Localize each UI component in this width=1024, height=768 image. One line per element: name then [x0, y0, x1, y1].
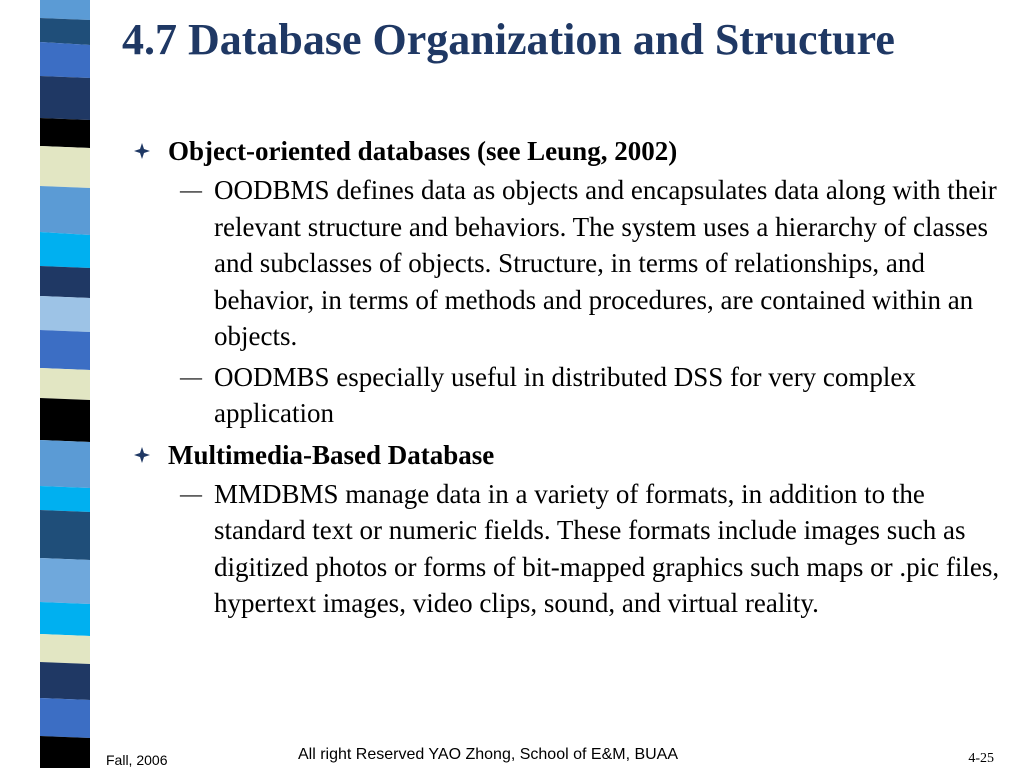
bullet-heading: Multimedia-Based Database — [168, 439, 495, 470]
slide-title: 4.7 Database Organization and Structure — [122, 15, 895, 64]
bullet-heading: Object-oriented databases (see Leung, 2002) — [168, 136, 678, 166]
footer-page-number: 4-25 — [968, 751, 994, 766]
slide-content — [130, 134, 1010, 626]
stripe-pattern-graphic — [0, 0, 110, 768]
sub-item-text: OODBMS defines data as objects and encapsulates data along with their relevant structure and behaviors. The system uses a hierarchy of classes and subclasses of objects. Structure, in terms of relationships, and behavior, in terms of methods and procedures, are contained within an objects. — [214, 175, 997, 351]
sub-item-text: MMDBMS manage data in a variety of formats, in addition to the standard text or numeric fields. These formats include images such as digitized photos or forms of bit-mapped graphics such maps or .pic files, hypertext images, video clips, sound, and virtual reality. — [214, 478, 1000, 618]
sub-item-text: OODMBS especially useful in distributed DSS for very complex application — [214, 361, 916, 428]
bullet-multimedia — [130, 438, 1010, 472]
sub-item-mmdbms-definition — [180, 476, 1010, 622]
diamond-bullet-icon — [134, 447, 150, 463]
bullet-object-oriented — [130, 134, 1010, 168]
dash-bullet-icon: — — [180, 480, 202, 506]
dash-bullet-icon: — — [180, 363, 202, 389]
sub-item-oodmbs-usage — [180, 359, 1010, 432]
footer-copyright: All right Reserved YAO Zhong, School of E&M, BUAA — [298, 746, 679, 763]
footer-date: Fall, 2006 — [106, 752, 168, 768]
sub-item-oodbms-definition — [180, 172, 1010, 355]
dash-bullet-icon: — — [180, 177, 202, 202]
diamond-bullet-icon — [134, 143, 150, 159]
decorative-sidebar-stripes — [0, 0, 110, 768]
